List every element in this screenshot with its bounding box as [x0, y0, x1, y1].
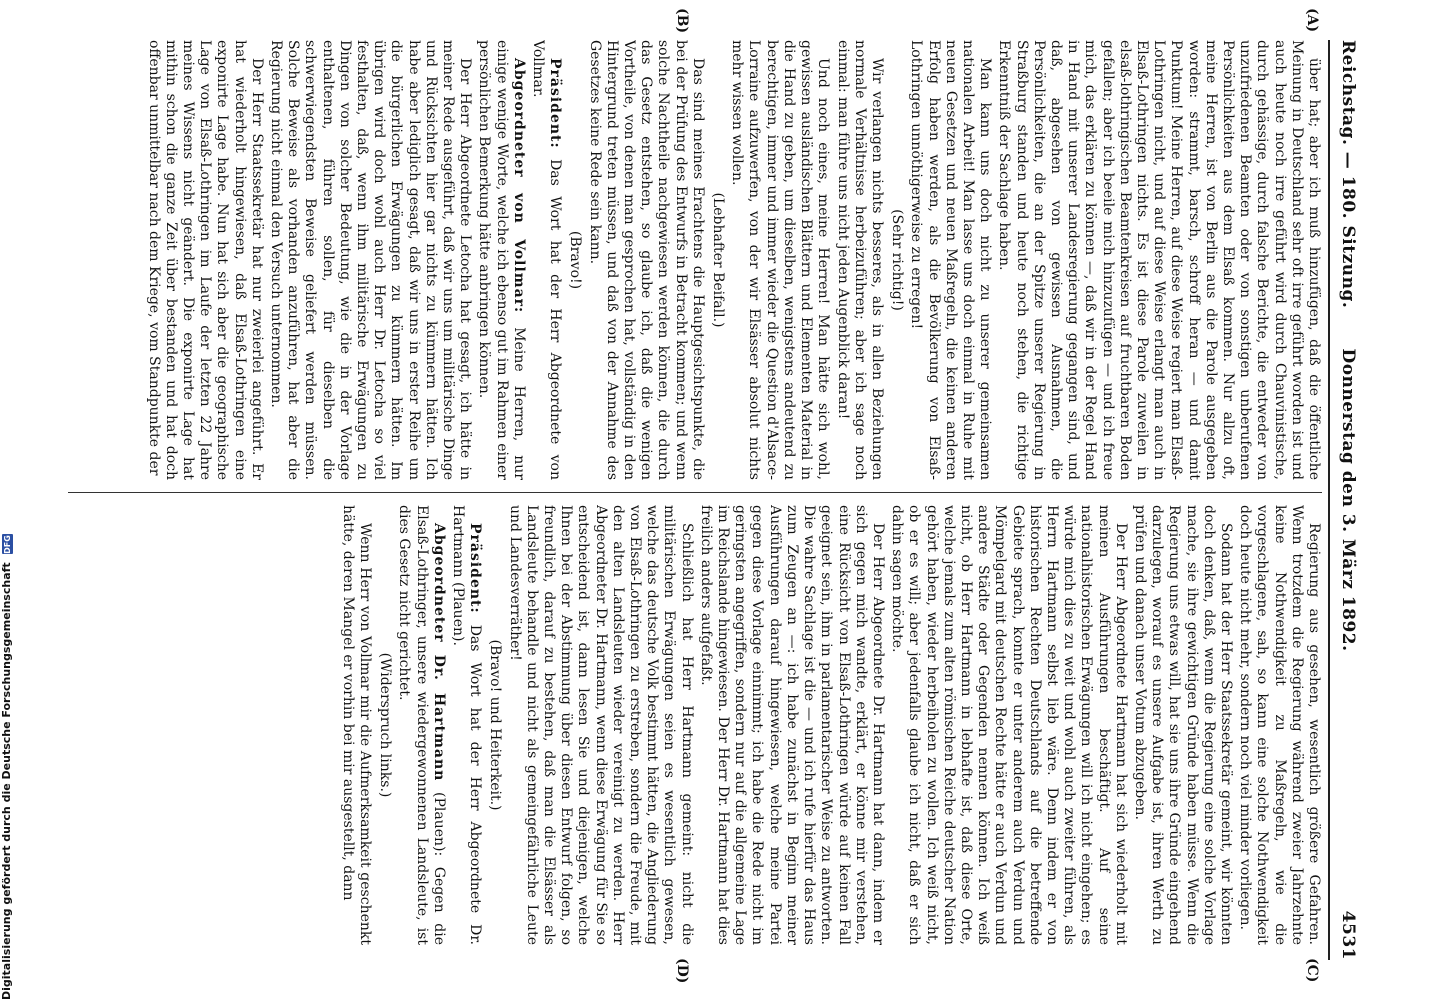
page-header — [1332, 40, 1358, 960]
interjection: (Widerspruch links.) — [377, 652, 394, 798]
speech-text: (Plauen): Gegen die Elsaß-Lothringer, unsere wiedergewonnenen Landsleute, ist dies Gesetz nicht gerichtet. — [396, 505, 447, 945]
paragraph: Man kann uns doch nicht zu unserer gemeinsamen nationalen Arbeit! Man lasse uns doch einmal in Ruhe mit neuen Gesetzen und neuen Maßregeln, die keinen anderen Erfolg haben werden, als die Bevölkerung von Elsaß-Lothringen unnöthigerweise zu erregen! — [908, 40, 994, 480]
paragraph: Regierung aus gesehen, wesentlich größere Gefahren. Wenn trotzdem die Regierung während zweier Jahrzehnte keine Nothwendigkeit zu Maßregeln, wie die vorgeschlagene, sah, so kann eine solche Nothwendigkeit doch heute nicht mehr, sondern noch viel minder vorliegen. — [1237, 505, 1322, 945]
margin-marker-a: (A) — [1304, 8, 1320, 33]
paragraph: Sodann hat der Herr Staatssekretär gemeint, wir könnten doch denken, daß, wenn die Regierung eine solche Vorlage mache, sie ihre gewichtigen Gründe haben müsse. Wenn die Regierung uns etwas will, hat sie uns ihre Gründe eingehend darzulegen, worauf es unsere Aufgabe ist, ihren Werth zu prüfen und danach unser Votum abzugeben. — [1131, 505, 1234, 945]
speech-text: Meine Herren, nur einige wenige Worte, welche ich ebenso gut im Rahmen einer persönlichen Bemerkung hätte anbringen können. — [476, 40, 527, 480]
footer-credit: Digitalisierung gefördert durch die Deutsche Forschungsgemeinschaft — [0, 562, 13, 1000]
right-column — [68, 505, 1322, 945]
paragraph: Schließlich hat Herr Hartmann gemeint: nicht die militärischen Erwägungen seien es wesentlich gewesen, welche das deutsche Volk bestimmt hätten, die Angliederung von Elsaß-Lothringen zu erstreben, sondern die Freude, mit den alten Landsleuten wieder vereinigt zu werden. Herr Abgeordneter Dr. Hartmann, wenn diese Erwägung für Sie so entscheidend ist, dann lesen Sie und diejenigen, welche Ihnen bei der Abstimmung über diesen Entwurf folgen, so freundlich, darauf zu bestehen, daß man die Elsässer als Landsleute behandle und nicht als gemeingefährliche Leute und Landesverräther! — [506, 505, 695, 945]
interjection: (Sehr richtig!) — [889, 209, 906, 311]
dfg-logo-icon: DFG — [2, 535, 12, 554]
paragraph: Das sind meines Erachtens die Hauptgesichtspunkte, die bei der Prüfung des Entwurfs in Betracht kommen; und wenn solche Nachtheile nachgewiesen werden können, die durch das Gesetz entstehen, so glaube ich, daß die wenigen Vortheile, von denen man gesprochen hat, vollständig in den Hintergrund treten müssen, und daß von der Annahme des Gesetzes keine Rede sein kann. — [586, 40, 706, 480]
scanned-page — [50, 0, 1380, 1000]
interjection: (Bravo!) — [567, 230, 584, 290]
speaker-paragraph — [395, 505, 447, 945]
paragraph: über hat; aber ich muß hinzufügen, daß die öffentliche Meinung in Deutschland sehr oft irre geführt worden ist und auch heute noch irre geführt wird durch Chauvinistische, durch gehässige, durch falsche Berichte, die entweder von unzufriedenen Beamten oder von sonstigen unberufenen Persönlichkeiten aus dem Elsaß kommen. Nur allzu oft, meine Herren, ist von Berlin aus die Parole ausgegeben worden: strammt, barsch, schroff heran — und damit Punktum! Meine Herren, auf diese Weise regiert man Elsaß-Lothringen nicht, und auf diese Weise erlangt man auch in Elsaß-Lothringen nichts. Es ist diese Parole zuweilen in elsaß-lothringischen Beamtenkreisen auf fruchtbaren Boden gefallen; aber ich beeile mich hinzuzufügen — und ich freue mich, das erklären zu können —, daß wir in der Regel Hand in Hand mit unserer Landesregierung gegangen sind, und daß, abgesehen von gewissen Ausnahmen, die Persönlichkeiten, die an der Spitze unserer Regierung in Straßburg standen und heute noch stehen, die richtige Erkenntniß der Sachlage haben. — [996, 40, 1322, 480]
interjection: (Bravo! und Heiterkeit.) — [487, 639, 504, 811]
column-divider — [68, 492, 1322, 493]
speech-text: Das Wort hat der Herr Abgeordnete Dr. Hartmann (Plauen). — [450, 505, 484, 945]
margin-marker-d: (D) — [674, 958, 690, 984]
paragraph: Der Herr Abgeordnete Letocha hat gesagt, ich hätte in meiner Rede ausgeführt, daß wir uns um militärische Dinge und Rücksichten hier gar nichts zu kümmern hätten. Ich habe aber lediglich gesagt, daß wir uns in erster Reihe um die bürgerlichen Erwägungen zu kümmern hätten. Im übrigen wird doch wohl auch Herr Dr. Letocha so viel festhalten, daß, wenn ihm militärische Erwägungen zu Dingen von solcher Bedeutung, wie die in der Vorlage enthaltenen, führen sollen, für dieselben die schwerwiegendsten Beweise geliefert werden müssen. Solche Beweise als vorhanden anzuführen, hat aber die Regierung nicht einmal den Versuch unternommen. — [268, 40, 474, 480]
paragraph: Wenn Herr von Vollmar mir die Aufmerksamkeit geschenkt hätte, deren Mangel er vorhin bei mir ausgestellt, dann — [339, 505, 374, 945]
header-page-number: 4531 — [1338, 910, 1358, 960]
speaker-name: Abgeordneter Dr. Hartmann — [430, 523, 447, 782]
paragraph: Der Herr Staatssekretär hat nur zweierlei angeführt. Er hat wiederholt hingewiesen, daß Elsaß-Lothringen eine exponirte Lage habe. Nun hat sich aber die geographische Lage von Elsaß-Lothringen im Laufe der letzten 22 Jahre meines Wissens nicht geändert. Die exponirte Lage hat mithin schon die ganze Zeit über bestanden und hat doch offenbar unmittelbar nach dem Kriege, vom Standpunkte der — [145, 40, 265, 480]
header-date: Donnerstag den 3. März 1892. — [1338, 348, 1358, 652]
margin-marker-c: (C) — [1304, 958, 1320, 983]
paragraph: Und noch eines, meine Herren! Man hätte sich wohl, gewissen ausländischen Blättern und Elementen Material in die Hand zu geben, um dieselben, wenigstens andeutend zu berechtigen, immer und immer wieder die Question d'Alsace-Lorraine aufzuwerfen, von der wir Elsässer absolut nichts mehr wissen wollen. — [729, 40, 832, 480]
paragraph: Der Herr Abgeordnete Hartmann hat sich wiederholt mit meinen Ausführungen beschäftigt. Auf seine nationalhistorischen Erwägungen will ich nicht eingehen; es würde mich dies zu weit und wohl auch zweiter führen, als Herrn Hartmann selbst lieb wäre. Denn indem er von historischen Rechten Deutschlands auf die betreffende Gebiete sprach, konnte er unter anderem auch Verdun und Mömpelgard mit deutschen Rechte hätte er auch Verdun und andere Städte oder Gegenden nennen können. Ich weiß nicht, ob Herr Hartmann in lebhafte ist, daß diese Orte, welche jemals zum alten römischen Reiche deutscher Nation gehört haben, wieder herbeiholen zu wollen. Ich weiß nicht, ob er es will; aber jedenfalls glaube ich nicht, daß er sich dahin sagen möchte. — [889, 505, 1129, 945]
footer — [0, 0, 16, 1000]
paragraph: Der Herr Abgeordnete Dr. Hartmann hat dann, indem er sich gegen mich wandte, erklärt, er könne mir verstehen, eine Rücksicht von Elsaß-Lothringen würde auf keinen Fall geeignet sein, ihm in parlamentarischer Weise zu antworten. Die wahre Sachlage ist die — und ich rufe hierfür das Haus zum Zeugen an —: ich habe zunächst in Beginn meiner Ausführungen darauf hingewiesen, welche meine Partei gegen diese Vorlage einnimmt; ich habe die Rede nicht im geringsten angegriffen, sondern nur auf die allgemeine Lage im Reichslande hingewiesen. Der Herr Dr. Hartmann hat dies freilich anders aufgefaßt. — [697, 505, 886, 945]
left-column — [68, 40, 1322, 480]
header-session: Reichstag. — 180. Sitzung. — [1338, 40, 1358, 309]
speaker-name: Präsident: — [547, 58, 564, 149]
speaker-paragraph — [475, 40, 527, 480]
speaker-paragraph — [529, 40, 563, 480]
speaker-name: Abgeordneter von Vollmar: — [510, 58, 527, 314]
speaker-paragraph — [449, 505, 483, 945]
speech-text: Das Wort hat der Herr Abgeordnete von Vollmar. — [530, 40, 564, 480]
interjection: (Lebhafter Beifall.) — [710, 192, 727, 328]
header-rule — [1328, 40, 1330, 960]
paragraph: Wir verlangen nichts besseres, als in allen Beziehungen normale Verhältnisse herbeizuführen; aber ich sage noch einmal: man führe uns nicht jeden Augenblick daran! — [834, 40, 885, 480]
margin-marker-b: (B) — [674, 8, 690, 34]
speaker-name: Präsident: — [467, 523, 484, 614]
